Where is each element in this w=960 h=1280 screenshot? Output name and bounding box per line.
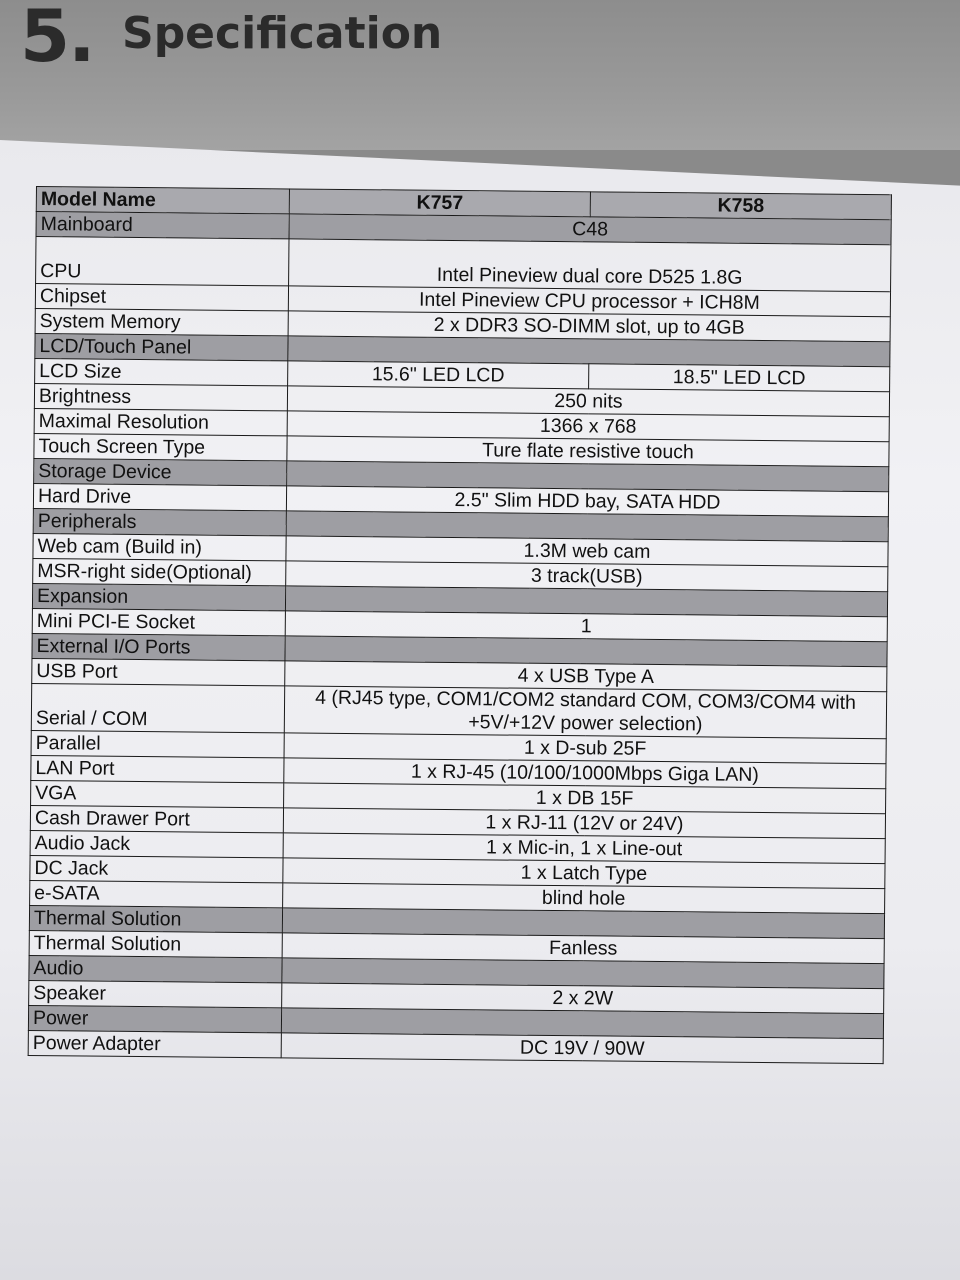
spec-label: Web cam (Build in) (33, 533, 286, 560)
spec-value: 4 x USB Type A (285, 661, 887, 692)
spec-value: 1 x D-sub 25F (284, 733, 886, 764)
spec-label: e-SATA (30, 880, 283, 907)
spec-label: Peripherals (33, 508, 286, 535)
spec-label: Thermal Solution (29, 905, 282, 932)
spec-value: 1366 x 768 (287, 411, 889, 442)
spec-value: 1 x RJ-11 (12V or 24V) (283, 808, 885, 839)
spec-label: LCD/Touch Panel (35, 333, 288, 360)
spec-value: Fanless (282, 933, 884, 964)
spec-label: Storage Device (34, 458, 287, 485)
model-k758: K758 (590, 192, 891, 220)
spec-label: LCD Size (35, 358, 288, 385)
spec-value-k757: 15.6" LED LCD (288, 361, 589, 389)
model-k757: K757 (289, 189, 590, 217)
header-band (0, 0, 960, 150)
spec-row-serial-com (31, 683, 886, 738)
spec-value: 2 x 2W (282, 983, 884, 1014)
spec-value: 1 x Mic-in, 1 x Line-out (283, 833, 885, 864)
spec-label: Speaker (29, 980, 282, 1007)
spec-value: Intel Pineview dual core D525 1.8G (289, 239, 891, 292)
spec-value: C48 (289, 214, 891, 245)
specification-table (28, 186, 892, 1064)
spec-label: Mini PCI-E Socket (32, 608, 285, 635)
section-number: 5. (20, 0, 94, 78)
spec-value: Intel Pineview CPU processor + ICH8M (288, 286, 890, 317)
spec-label: MSR-right side(Optional) (33, 558, 286, 585)
spec-label: Audio Jack (30, 830, 283, 857)
spec-label: External I/O Ports (32, 633, 285, 660)
spec-label: Brightness (34, 383, 287, 410)
spec-label: Cash Drawer Port (30, 805, 283, 832)
spec-value: 250 nits (287, 386, 889, 417)
spec-label: Power (28, 1005, 281, 1032)
spec-label: Maximal Resolution (34, 408, 287, 435)
spec-label: System Memory (35, 308, 288, 335)
model-name-label: Model Name (36, 187, 289, 214)
spec-value: 3 track(USB) (286, 561, 888, 592)
spec-value-k758: 18.5" LED LCD (589, 364, 890, 392)
spec-row-cpu (36, 237, 891, 292)
spec-value: 1 x RJ-45 (10/100/1000Mbps Giga LAN) (284, 758, 886, 789)
spec-value: DC 19V / 90W (281, 1033, 883, 1064)
spec-label: DC Jack (30, 855, 283, 882)
spec-value: 2 x DDR3 SO-DIMM slot, up to 4GB (288, 311, 890, 342)
spec-label: Expansion (32, 583, 285, 610)
spec-value: 1 (285, 611, 887, 642)
spec-label: Power Adapter (28, 1030, 281, 1057)
spec-value: 2.5" Slim HDD bay, SATA HDD (286, 486, 888, 517)
spec-label: Serial / COM (31, 683, 284, 732)
spec-value: 1 x DB 15F (284, 783, 886, 814)
spec-label: Hard Drive (33, 483, 286, 510)
specification-table-wrapper (28, 186, 892, 1064)
spec-label: CPU (36, 237, 289, 286)
spec-label: Chipset (35, 284, 288, 311)
spec-label: Parallel (31, 730, 284, 757)
section-title: Specification (122, 8, 443, 59)
spec-label: Mainboard (36, 212, 289, 239)
spec-label: Thermal Solution (29, 930, 282, 957)
spec-label: USB Port (32, 658, 285, 685)
spec-value: 1 x Latch Type (283, 858, 885, 889)
spec-label: Touch Screen Type (34, 433, 287, 460)
spec-label: Audio (29, 955, 282, 982)
spec-value: 4 (RJ45 type, COM1/COM2 standard COM, COM3/COM4 with +5V/+12V power selection) (284, 686, 886, 739)
spec-value: Ture flate resistive touch (287, 436, 889, 467)
spec-value: blind hole (283, 883, 885, 914)
spec-value: 1.3M web cam (286, 536, 888, 567)
spec-label: VGA (31, 780, 284, 807)
spec-label: LAN Port (31, 755, 284, 782)
